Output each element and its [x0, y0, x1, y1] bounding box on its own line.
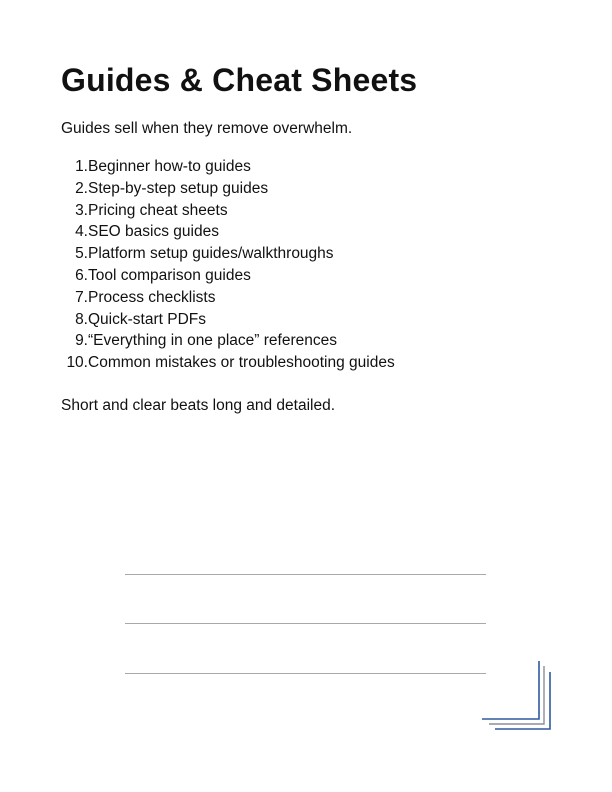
- list-item: [61, 221, 395, 243]
- list-item: [61, 265, 395, 287]
- list-item-number: 2.: [75, 179, 88, 197]
- list-item-number: 4.: [75, 223, 88, 241]
- list-item-text: Step-by-step setup guides: [88, 179, 269, 197]
- corner-bracket-line-blue-outer: [495, 672, 550, 729]
- list-item: [61, 330, 395, 352]
- list-item-number: 7.: [75, 288, 88, 306]
- list-item-text: Beginner how-to guides: [88, 158, 251, 175]
- list-item: [61, 243, 395, 265]
- intro-text: Guides sell when they remove overwhelm.: [61, 120, 353, 137]
- page-title: Guides & Cheat Sheets: [61, 62, 418, 98]
- list-item-number: 6.: [75, 266, 88, 284]
- list-item-text: Tool comparison guides: [88, 266, 251, 284]
- guide-list: [61, 156, 395, 374]
- list-item-number: 10.: [66, 354, 88, 372]
- list-item-text: “Everything in one place” references: [88, 332, 337, 350]
- corner-bracket-decoration: [478, 656, 558, 736]
- closing-text: Short and clear beats long and detailed.: [61, 397, 336, 414]
- note-line: [125, 623, 486, 624]
- list-item: [61, 156, 395, 178]
- list-item-text: Process checklists: [88, 288, 216, 306]
- note-line: [125, 673, 486, 674]
- list-item-number: 9.: [75, 332, 88, 350]
- note-line: [125, 574, 486, 575]
- corner-bracket-line-blue: [482, 661, 539, 719]
- list-item-text: SEO basics guides: [88, 223, 219, 241]
- list-item-text: Common mistakes or troubleshooting guides: [88, 354, 395, 372]
- list-item-text: Platform setup guides/walkthroughs: [88, 245, 334, 263]
- list-item: [61, 309, 395, 331]
- list-item-number: 1.: [75, 158, 88, 175]
- list-item-text: Quick-start PDFs: [88, 310, 206, 328]
- list-item: [61, 287, 395, 309]
- list-item-number: 5.: [75, 245, 88, 263]
- list-item: [61, 200, 395, 222]
- list-item: [61, 352, 395, 374]
- list-item-number: 3.: [75, 201, 88, 219]
- list-item: [61, 178, 395, 200]
- list-item-number: 8.: [75, 310, 88, 328]
- list-item-text: Pricing cheat sheets: [88, 201, 228, 219]
- corner-bracket-line-gray: [489, 666, 544, 724]
